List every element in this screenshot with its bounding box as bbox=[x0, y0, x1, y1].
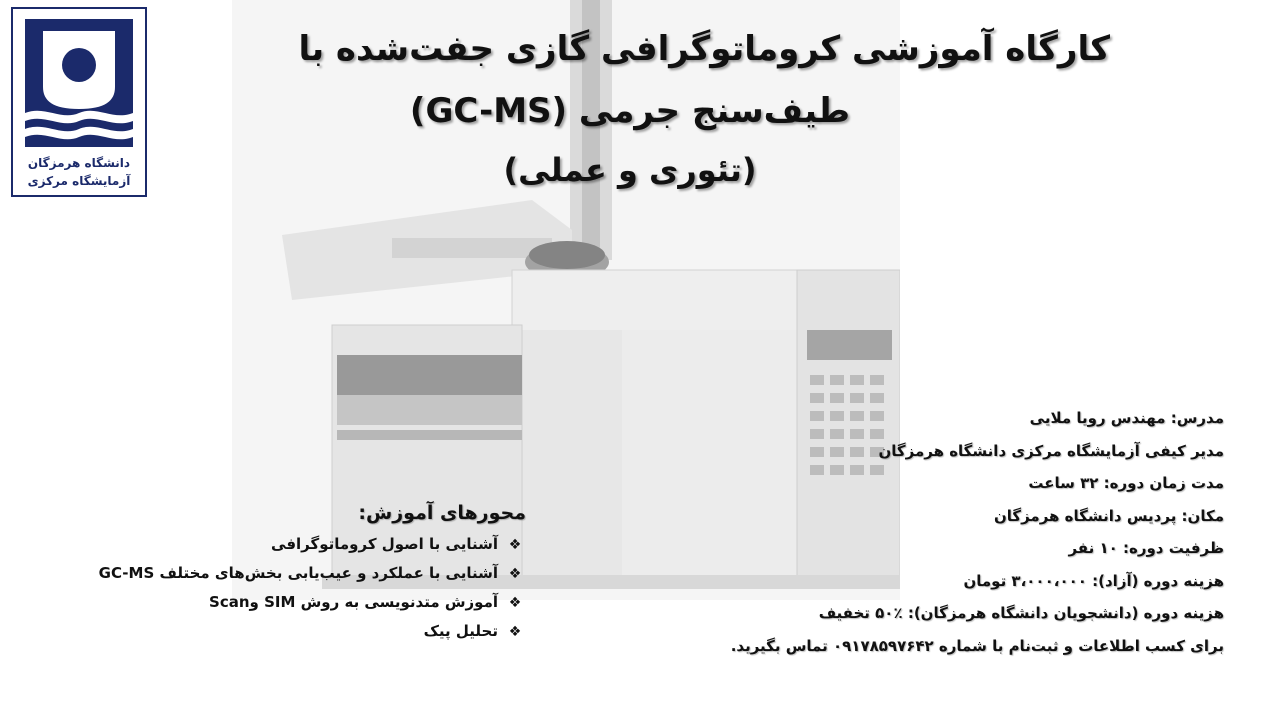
title-line-2: طیف‌سنج جرمی (GC-MS) bbox=[409, 91, 851, 131]
diamond-bullet-icon: ❖ bbox=[508, 537, 522, 553]
fee-student-text: هزینه دوره (دانشجویان دانشگاه هرمزگان): ٪۵۰ تخفیف bbox=[818, 604, 1224, 622]
topic-item bbox=[0, 530, 530, 559]
duration-text: مدت زمان دوره: ۳۲ ساعت bbox=[1028, 474, 1224, 492]
capacity-text: ظرفیت دوره: ۱۰ نفر bbox=[1068, 539, 1224, 557]
instructor-role-text: مدیر کیفی آزمایشگاه مرکزی دانشگاه هرمزگان bbox=[878, 441, 1224, 460]
page-title bbox=[150, 18, 1110, 198]
logo-name-line2: آزمایشگاه مرکزی bbox=[27, 174, 131, 188]
topics-heading: محورهای آموزش: bbox=[358, 502, 526, 524]
university-logo bbox=[11, 7, 147, 197]
contact-text: برای کسب اطلاعات و ثبت‌نام با شماره ۰۹۱۷۸۵۹۷۶۴۲ تماس بگیرید. bbox=[730, 636, 1224, 655]
training-topics bbox=[0, 496, 530, 646]
logo-name-line1: دانشگاه هرمزگان bbox=[27, 156, 131, 170]
diamond-bullet-icon: ❖ bbox=[508, 566, 522, 582]
diamond-bullet-icon: ❖ bbox=[508, 624, 522, 640]
topic-label: تحلیل پیک bbox=[423, 622, 498, 640]
topic-label: آموزش متدنویسی به روش SIM وScan bbox=[209, 593, 498, 611]
instructor-text: مدرس: مهندس رویا ملایی bbox=[1029, 409, 1224, 427]
topic-label: آشنایی با عملکرد و عیب‌یابی بخش‌های مختلف GC-MS bbox=[98, 564, 498, 582]
diamond-bullet-icon: ❖ bbox=[508, 595, 522, 611]
course-info-list bbox=[704, 402, 1224, 662]
fee-public-text: هزینه دوره (آزاد): ۳،۰۰۰،۰۰۰ تومان bbox=[963, 571, 1224, 590]
location-text: مکان: پردیس دانشگاه هرمزگان bbox=[993, 506, 1224, 525]
topic-item bbox=[0, 559, 530, 588]
topic-item bbox=[0, 617, 530, 646]
topic-item bbox=[0, 588, 530, 617]
topic-label: آشنایی با اصول کروماتوگرافی bbox=[271, 535, 498, 553]
title-line-3: (تئوری و عملی) bbox=[503, 151, 757, 189]
title-line-1: کارگاه آموزشی کروماتوگرافی گازی جفت‌شده با bbox=[298, 29, 1110, 69]
